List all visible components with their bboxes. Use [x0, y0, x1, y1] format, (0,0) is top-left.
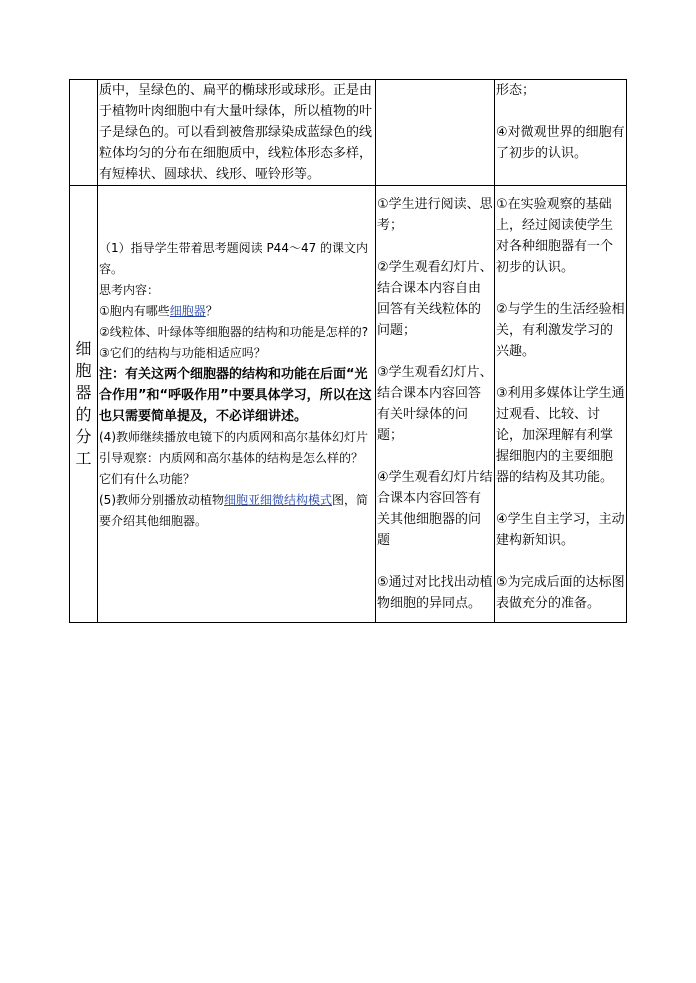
question-text: ？ [205, 304, 218, 318]
step-text: (5)教师分别播放动植物 [99, 493, 224, 507]
student-activity-item: ③学生观看幻灯片、结合课本内容回答有关叶绿体的问题； [377, 365, 493, 443]
student-activity-cell [376, 186, 495, 623]
goal-item: ②与学生的生活经验相关，有利激发学习的兴趣。 [496, 302, 625, 359]
question-text: ①胞内有哪些 [99, 304, 170, 318]
table-row [70, 186, 627, 623]
step-text: 图，简要介绍其他细胞器。 [99, 493, 369, 528]
section-label-char: 分 [75, 427, 92, 446]
student-activity-item: ④学生观看幻灯片结合课本内容回答有关其他细胞器的问题 [377, 470, 493, 548]
section-label [70, 186, 98, 623]
goal-text: 形态； [496, 83, 536, 98]
goal-text: ④对微观世界的细胞有了初步的认识。 [496, 125, 625, 161]
teacher-note: 注：有关这两个细胞器的结构和功能在后面“光合作用”和“呼吸作用”中要具体学习，所以在这也只需要简单提及，不必详细讲述。 [99, 367, 372, 424]
section-label-char: 胞 [75, 361, 92, 380]
goal-item: ④学生自主学习，主动建构新知识。 [496, 512, 625, 548]
section-label-char: 器 [75, 383, 92, 402]
think-question-2: ②线粒体、叶绿体等细胞器的结构和功能是怎样的? [99, 325, 369, 339]
goal-cell [495, 186, 627, 623]
content-cell [98, 80, 376, 186]
section-label-char: 细 [75, 339, 92, 358]
teacher-activity-cell [98, 186, 376, 623]
student-activity-item: ②学生观看幻灯片、结合课本内容自由回答有关线粒体的问题； [377, 260, 493, 338]
content-text: 质中，呈绿色的、扁平的椭球形或球形。正是由于植物叶肉细胞中有大量叶绿体，所以植物的叶子是绿色的。可以看到被詹那绿染成蓝绿色的线粒体均匀的分布在细胞质中，线粒体形态多样，有短棒状、圆球状、线形、哑铃形等。 [99, 83, 373, 182]
goal-item: ①在实验观察的基础上，经过阅读使学生对各种细胞器有一个初步的认识。 [496, 197, 614, 275]
student-activity-item: ⑤通过对比找出动植物细胞的异同点。 [377, 575, 493, 611]
think-question-3: ③它们的结构与功能相适应吗？ [99, 346, 266, 360]
structure-model-link[interactable]: 细胞亚细微结构模式 [224, 493, 333, 507]
student-activity-cell-empty [376, 80, 495, 186]
student-activity-item: ①学生进行阅读、思考； [377, 197, 493, 233]
section-cell-empty [70, 80, 98, 186]
goal-cell [495, 80, 627, 186]
guide-observation: 引导观察：内质网和高尔基体的结构是怎么样的？它们有什么功能？ [99, 451, 364, 486]
goal-item: ③利用多媒体让学生通过观看、比较、讨论，加深理解有利掌握细胞内的主要细胞器的结构及其功能。 [496, 386, 625, 485]
lesson-plan-table [69, 79, 627, 623]
think-title: 思考内容： [99, 283, 160, 297]
teacher-step-1: （1）指导学生带着思考题阅读 P44～47 的课文内容。 [99, 241, 369, 276]
section-label-char: 的 [75, 405, 92, 424]
think-question-1 [99, 301, 374, 322]
teacher-step-5 [99, 490, 374, 532]
teacher-step-4: (4)教师继续播放电镜下的内质网和高尔基体幻灯片 [99, 430, 368, 444]
section-label-char: 工 [75, 449, 92, 468]
table-row [70, 80, 627, 186]
goal-item: ⑤为完成后面的达标图表做充分的准备。 [496, 575, 625, 611]
organelle-link[interactable]: 细胞器 [169, 304, 206, 318]
